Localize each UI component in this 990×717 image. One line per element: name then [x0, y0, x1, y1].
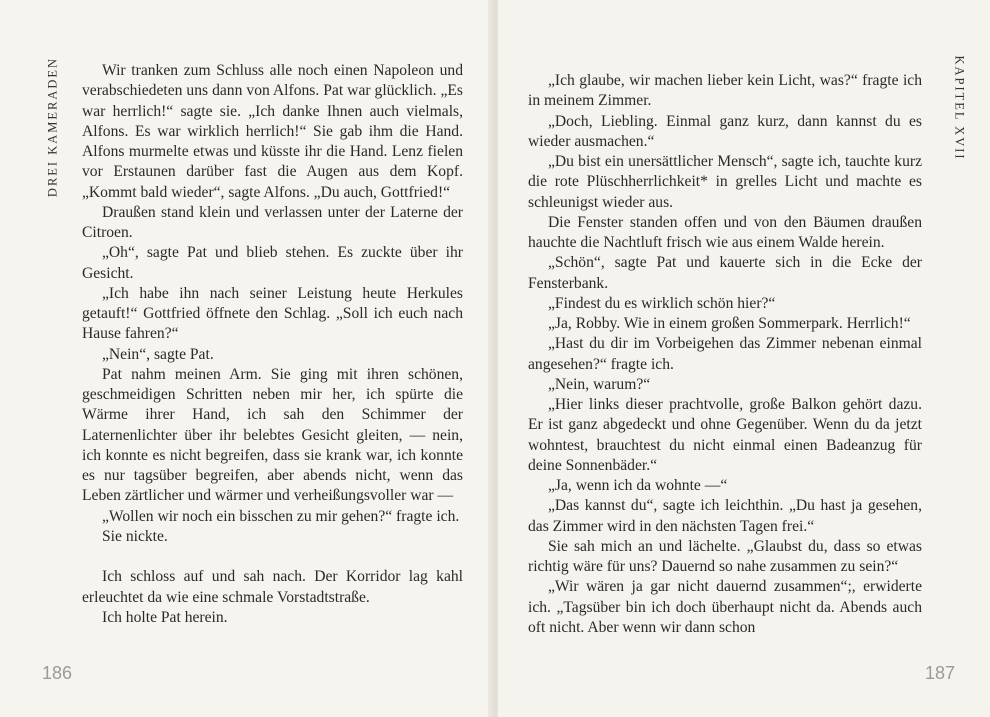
paragraph: Ich schloss auf und sah nach. Der Korridor lag kahl erleuchtet da wie eine schmale Vorstadtstraße. [82, 568, 463, 606]
paragraph: „Nein, warum?“ [548, 375, 651, 393]
paragraph: „Das kannst du“, sagte ich leichthin. „Du hast ja gesehen, das Zimmer wird in den nächsten Tagen frei.“ [528, 497, 922, 535]
paragraph: „Doch, Liebling. Einmal ganz kurz, dann kannst du es wieder ausmachen.“ [528, 112, 922, 150]
paragraph: Pat nahm meinen Arm. Sie ging mit ihren schönen, geschmeidigen Schritten neben mir her, ich spürte die Wärme ihrer Hand, ich sah den Schimmer der Laternenlichter über ihr belebtes Gesicht gleiten, — nein, ich konnte es nicht begreifen, dass sie krank war, ich konnte es nur tagsüber begreifen, aber abends nicht, wenn das Leben zärtlicher und wärmer und verheißungsvoller war — [82, 365, 463, 505]
paragraph: Draußen stand klein und verlassen unter der Laterne der Citroen. [82, 203, 463, 241]
paragraph: „Hast du dir im Vorbeigehen das Zimmer nebenan einmal angesehen?“ fragte ich. [528, 335, 922, 373]
left-page-body [82, 61, 463, 628]
paragraph: „Hier links dieser prachtvolle, große Balkon gehört dazu. Er ist ganz abgedeckt und ohne Gegenüber. Wenn du da jetzt wohntest, brauchtest du nicht einmal einen Badeanzug für deine Sonnenbäder.“ [528, 396, 922, 474]
running-head-chapter: KAPITEL XVII [952, 55, 967, 161]
paragraph: Sie nickte. [102, 527, 168, 545]
left-page [0, 0, 492, 717]
paragraph: Wir tranken zum Schluss alle noch einen Napoleon und verabschiedeten uns dann von Alfons. Pat war glücklich. „Es war herrlich!“ sagte sie. „Ich danke Ihnen auch vielmals, Alfons. Es war wirklich herrlich!“ Sie gab ihm die Hand. Alfons murmelte etwas und küsste ihr die Hand. Lenz fielen vor Erstaunen darüber fast die Augen aus dem Kopf. „Kommt bald wieder“, sagte Alfons. „Du auch, Gottfried!“ [82, 62, 463, 201]
paragraph: „Ja, Robby. Wie in einem großen Sommerpark. Herrlich!“ [548, 315, 911, 332]
paragraph: „Ich habe ihn nach seiner Leistung heute Herkules getauft!“ Gottfried öffnete den Schlag. „Soll ich euch nach Hause fahren?“ [82, 284, 463, 343]
page-number: 186 [42, 663, 73, 683]
page-number: 187 [925, 663, 956, 683]
paragraph: „Wir wären ja gar nicht dauernd zusammen“;, erwiderte ich. „Tagsüber bin ich doch überhaupt nicht da. Abends auch oft nicht. Aber wenn wir dann schon [528, 578, 922, 636]
paragraph: „Nein“, sagte Pat. [102, 345, 214, 363]
paragraph: Sie sah mich an und lächelte. „Glaubst du, dass so etwas richtig wäre für uns? Dauernd so nahe zusammen zu sein?“ [528, 537, 922, 575]
paragraph: „Ja, wenn ich da wohnte —“ [548, 477, 728, 494]
paragraph: „Schön“, sagte Pat und kauerte sich in die Ecke der Fensterbank. [528, 254, 922, 292]
paragraph: Ich holte Pat herein. [102, 608, 228, 626]
paragraph: „Oh“, sagte Pat und blieb stehen. Es zuckte über ihr Gesicht. [82, 244, 463, 282]
paragraph: „Findest du es wirklich schön hier?“ [548, 294, 776, 312]
right-page [498, 0, 990, 717]
paragraph: „Du bist ein unersättlicher Mensch“, sagte ich, tauchte kurz die rote Plüschherrlichkeit* in grelles Licht und machte es schleunigst wieder aus. [528, 153, 922, 211]
paragraph: „Wollen wir noch ein bisschen zu mir gehen?“ fragte ich. [102, 507, 460, 525]
paragraph: Die Fenster standen offen und von den Bäumen draußen hauchte die Nachtluft frisch wie aus einem Walde herein. [528, 213, 922, 251]
paragraph: „Ich glaube, wir machen lieber kein Licht, was?“ fragte ich in meinem Zimmer. [528, 72, 922, 110]
right-page-body [528, 71, 922, 638]
running-head-book-title: DREI KAMERADEN [45, 56, 60, 198]
section-break [82, 547, 463, 567]
